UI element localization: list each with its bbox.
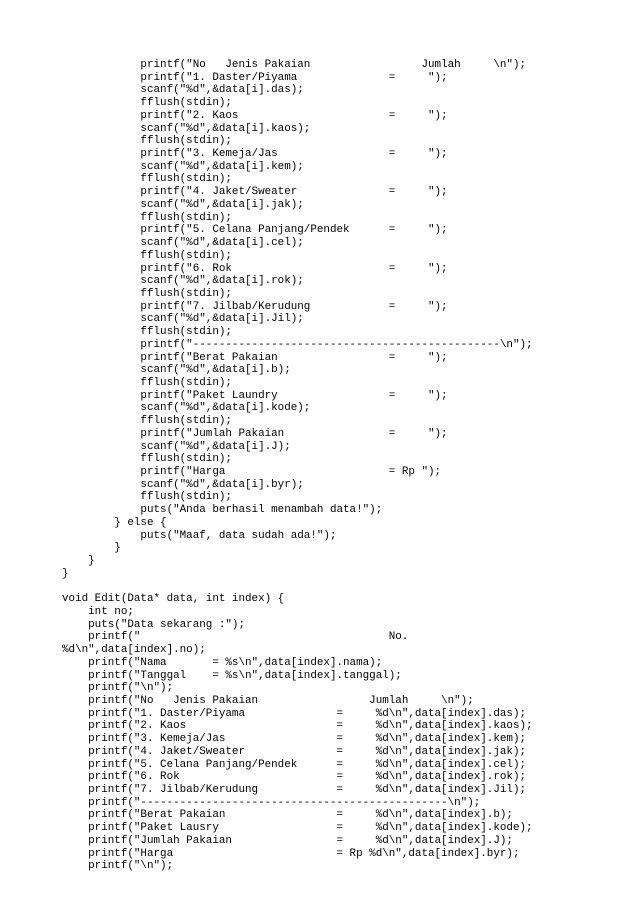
code-line: puts("Anda berhasil menambah data!"); — [62, 504, 383, 517]
code-line: fflush(stdin); — [62, 135, 232, 148]
code-line: printf(" No. — [62, 631, 409, 644]
code-line: printf("4. Jaket/Sweater = %d\n",data[index].jak); — [62, 745, 527, 758]
code-line: printf("6. Rok = %d\n",data[index].rok); — [62, 771, 527, 784]
code-line: printf("Paket Laundry = "); — [62, 389, 448, 402]
code-line: fflush(stdin); — [62, 415, 232, 428]
code-line: printf("7. Jilbab/Kerudung = "); — [62, 300, 448, 313]
code-line: printf("Berat Pakaian = "); — [62, 351, 448, 364]
code-line: printf("Jumlah Pakaian = %d\n",data[index].J); — [62, 834, 513, 847]
code-line: fflush(stdin); — [62, 97, 232, 110]
code-line: printf("3. Kemeja/Jas = "); — [62, 148, 448, 161]
code-line: scanf("%d",&data[i].Jil); — [62, 313, 304, 326]
code-line: scanf("%d",&data[i].byr); — [62, 478, 304, 491]
code-line: } else { — [62, 516, 167, 529]
code-line: printf("Harga = Rp %d\n",data[index].byr); — [62, 847, 520, 860]
code-line: printf("Berat Pakaian = %d\n",data[index].b); — [62, 809, 513, 822]
code-line: void Edit(Data* data, int index) { — [62, 593, 285, 606]
code-line: printf("\n"); — [62, 682, 174, 695]
code-line: scanf("%d",&data[i].das); — [62, 84, 304, 97]
code-line: } — [62, 567, 69, 580]
code-line: printf("Nama = %s\n",data[index].nama); — [62, 656, 383, 669]
code-line: scanf("%d",&data[i].rok); — [62, 275, 304, 288]
code-line: fflush(stdin); — [62, 173, 232, 186]
code-line: printf("Tanggal = %s\n",data[index].tanggal); — [62, 669, 402, 682]
code-line: } — [62, 555, 95, 568]
code-line: fflush(stdin); — [62, 211, 232, 224]
code-line — [62, 580, 533, 593]
code-line: printf("Paket Lausry = %d\n",data[index].kode); — [62, 822, 533, 835]
code-line: fflush(stdin); — [62, 453, 232, 466]
code-line: printf("6. Rok = "); — [62, 262, 448, 275]
code-line: scanf("%d",&data[i].b); — [62, 364, 291, 377]
code-line: printf("5. Celana Panjang/Pendek = %d\n",data[index].cel); — [62, 758, 527, 771]
code-line: int no; — [62, 605, 134, 618]
code-line: printf("7. Jilbab/Kerudung = %d\n",data[index].Jil); — [62, 783, 527, 796]
code-line: printf("3. Kemeja/Jas = %d\n",data[index].kem); — [62, 733, 527, 746]
code-line: scanf("%d",&data[i].jak); — [62, 198, 304, 211]
code-line: printf("2. Kaos = "); — [62, 109, 448, 122]
code-line: scanf("%d",&data[i].kaos); — [62, 122, 311, 135]
code-line: puts("Data sekarang :"); — [62, 618, 245, 631]
code-line: printf("No Jenis Pakaian Jumlah \n"); — [62, 694, 474, 707]
code-line: printf("Jumlah Pakaian = "); — [62, 427, 448, 440]
code-line: fflush(stdin); — [62, 326, 232, 339]
code-line: } — [62, 542, 121, 555]
code-line: scanf("%d",&data[i].cel); — [62, 237, 304, 250]
code-line: printf("4. Jaket/Sweater = "); — [62, 186, 448, 199]
code-line: printf("2. Kaos = %d\n",data[index].kaos); — [62, 720, 533, 733]
code-line: scanf("%d",&data[i].kode); — [62, 402, 311, 415]
code-line: fflush(stdin); — [62, 249, 232, 262]
code-line: printf("No Jenis Pakaian Jumlah \n"); — [62, 59, 527, 71]
code-line: fflush(stdin); — [62, 376, 232, 389]
code-line: printf("\n"); — [62, 860, 174, 873]
code-line: printf("-----------------------------------------------\n"); — [62, 338, 533, 351]
code-line: scanf("%d",&data[i].J); — [62, 440, 291, 453]
code-line: printf("-----------------------------------------------\n"); — [62, 796, 481, 809]
code-line: scanf("%d",&data[i].kem); — [62, 160, 304, 173]
code-line: %d\n",data[index].no); — [62, 644, 206, 657]
code-listing — [62, 59, 533, 873]
code-line: printf("1. Daster/Piyama = "); — [62, 71, 448, 84]
code-line: fflush(stdin); — [62, 491, 232, 504]
code-line: printf("Harga = Rp "); — [62, 466, 442, 478]
code-line: puts("Maaf, data sudah ada!"); — [62, 529, 337, 542]
code-line: fflush(stdin); — [62, 287, 232, 300]
code-line: printf("1. Daster/Piyama = %d\n",data[index].das); — [62, 707, 527, 720]
code-line: printf("5. Celana Panjang/Pendek = "); — [62, 224, 448, 237]
